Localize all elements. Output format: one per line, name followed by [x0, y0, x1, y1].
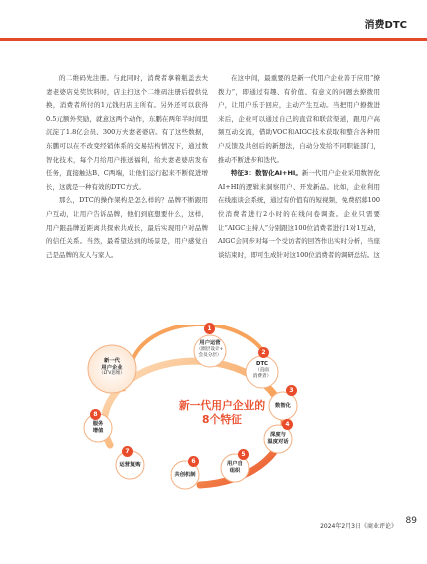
right-paragraph-2: [218, 167, 380, 262]
core-label: 新一代 用户企业 （LTV思维）: [98, 358, 126, 377]
left-paragraph-2: 那么，DTC的操作架构是怎么样的？品牌不断跟用户互动，让用户告诉品牌，他们到底想要什么，这样，用户跟品牌近距离共探索共成长，最后实现用户对品牌的信任关系。当然，最希望达到的场景是，用户感觉自己是品牌的友人与家人。: [46, 196, 208, 259]
feature-label-4: 深度与 温度对话: [267, 432, 289, 445]
feature-label-8: 服务 增值: [92, 421, 104, 434]
feature-label-6: 共创机制: [174, 472, 196, 478]
features-diagram: [70, 325, 330, 495]
left-column: [46, 72, 208, 262]
feature-label-2: DTC （直面 消费者）: [252, 361, 272, 380]
header-rule: [0, 38, 427, 41]
feature-badge-2: 2: [258, 347, 269, 358]
feature-badge-6: 6: [188, 456, 199, 467]
feature-badge-1: 1: [204, 323, 215, 334]
page-number: 89: [405, 516, 417, 526]
feature-3-body: 新一代用户企业采用数智化AI+HI的逻辑来洞察用户、开发新品。比如，企业利用在线座谈会系统，通过有价值有的短视频，免费招募100位消费者进行2小时的在线问卷调查。企业只需要让“AIGC主持人”分别跟这100位消费者进行1对1互动，AIGC会同步对每一个受访者的回答作出实时分析，当座谈结束时，即可生成针对这100位消费者的调研总结。这: [218, 169, 380, 259]
issue-info: 2024年2月3日《商业评论》: [320, 523, 397, 530]
feature-3-title: 特征3：数智化AI+HI。: [231, 169, 302, 178]
right-paragraph-1: 在这中间，最重要的是新一代用户企业善于应用“撩拨力”，即通过有趣、有价值、有意义的问题去撩拨用户，让用户乐于回应，主动产生互动。当把用户撩拨进来后，企业可以通过自己的直营和联营渠道，跟用户高频互动交流，借助VOC和AIGC技术获取和整合各种用户反馈及共创后的新想法，自动分发给不同职能部门，推动不断进步和迭代。: [218, 74, 380, 164]
feature-label-3: 数智化: [275, 403, 291, 409]
section-title: 消费DTC: [364, 20, 407, 31]
feature-label-1: 用户运营 （圈层设计+ 会员分层）: [196, 340, 224, 359]
right-column: [218, 72, 380, 262]
diagram-title: 新一代用户企业的 8个特征: [178, 399, 266, 426]
feature-badge-8: 8: [90, 409, 101, 420]
feature-badge-3: 3: [286, 385, 297, 396]
feature-label-5: 用户自 组织: [227, 461, 243, 474]
feature-badge-4: 4: [282, 419, 293, 430]
feature-badge-5: 5: [238, 449, 249, 460]
feature-label-7: 运营复购: [119, 462, 141, 468]
page-header: [0, 0, 427, 40]
left-paragraph-1: 的二维码先注册。与此同时，消费者拿着瓶盖去夫妻老婆店兑奖饮料时，店主扫这个二维码注册后提供兑换，消费者所付的1元钱归店主所有。另外还可以获得0.5元额外奖励，就意这两个动作，东鹏在两年半时间里沉淀了1.8亿会员、300万夫妻老婆店。有了这些数据，东鹏可以在不改变经销体系的交易结构情况下，通过数智化技术，每个月给用户推送福利，给夫妻老婆店发布任务，直接触达B、C两端，让他们运行起来不断促进增长，这就是一种有效的DTC方式。: [46, 74, 208, 191]
feature-badge-7: 7: [122, 446, 133, 457]
